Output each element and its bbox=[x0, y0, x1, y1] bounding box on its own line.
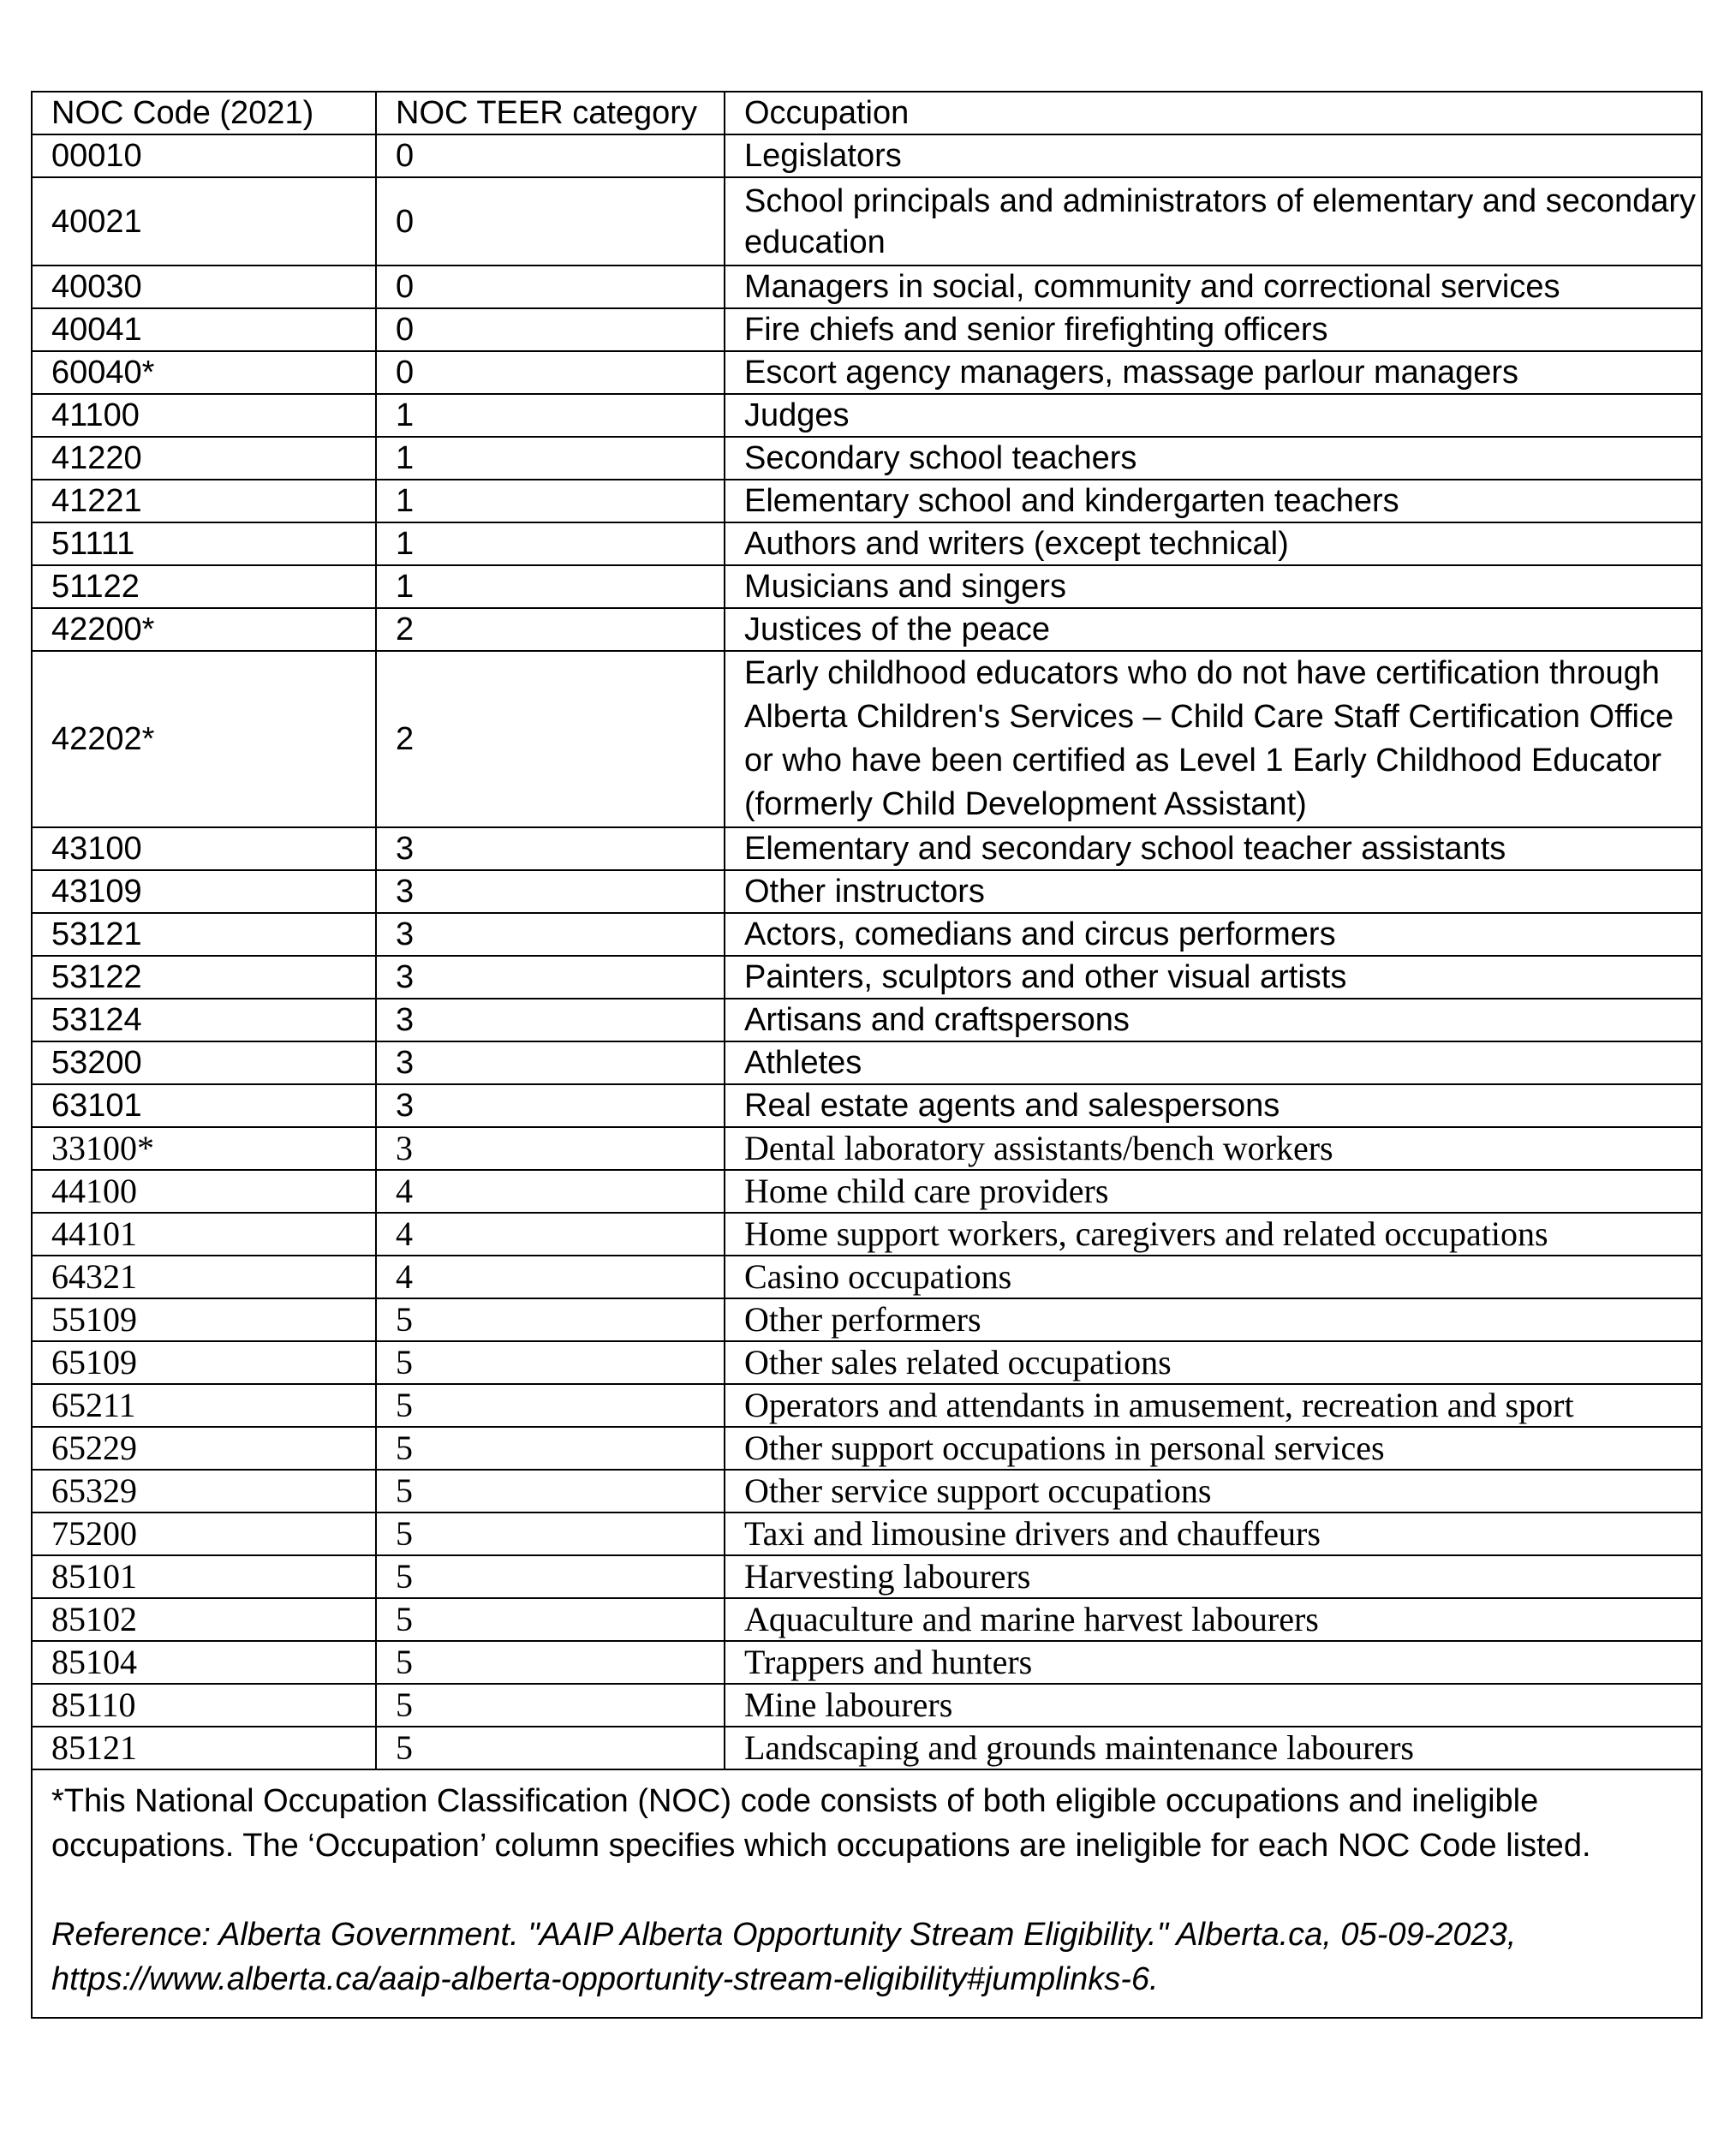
occupation-cell: Artisans and craftspersons bbox=[725, 999, 1702, 1041]
teer-category-cell: 0 bbox=[376, 266, 725, 308]
occupation-cell: Landscaping and grounds maintenance labourers bbox=[725, 1727, 1702, 1769]
occupation-cell: Dental laboratory assistants/bench workers bbox=[725, 1127, 1702, 1170]
noc-code-cell: 85121 bbox=[32, 1727, 376, 1769]
noc-code-cell: 53200 bbox=[32, 1041, 376, 1084]
table-row bbox=[32, 1127, 1702, 1170]
table-row bbox=[32, 522, 1702, 565]
teer-category-cell: 4 bbox=[376, 1256, 725, 1298]
table-row bbox=[32, 913, 1702, 956]
teer-category-cell: 0 bbox=[376, 351, 725, 394]
table-row bbox=[32, 1298, 1702, 1341]
occupation-cell: Judges bbox=[725, 394, 1702, 437]
noc-code-cell: 44101 bbox=[32, 1213, 376, 1256]
table-row bbox=[32, 651, 1702, 827]
occupation-cell: Operators and attendants in amusement, recreation and sport bbox=[725, 1384, 1702, 1427]
table-row bbox=[32, 1470, 1702, 1513]
table-row bbox=[32, 351, 1702, 394]
teer-category-cell: 1 bbox=[376, 522, 725, 565]
noc-code-cell: 51122 bbox=[32, 565, 376, 608]
table-row bbox=[32, 480, 1702, 522]
occupation-cell: Elementary school and kindergarten teachers bbox=[725, 480, 1702, 522]
table-row bbox=[32, 870, 1702, 913]
teer-category-cell: 3 bbox=[376, 1127, 725, 1170]
teer-category-cell: 0 bbox=[376, 308, 725, 351]
table-row bbox=[32, 1598, 1702, 1641]
occupation-cell: Harvesting labourers bbox=[725, 1555, 1702, 1598]
teer-category-cell: 1 bbox=[376, 480, 725, 522]
noc-code-cell: 65329 bbox=[32, 1470, 376, 1513]
occupation-cell: Other service support occupations bbox=[725, 1470, 1702, 1513]
noc-code-cell: 44100 bbox=[32, 1170, 376, 1213]
teer-category-cell: 5 bbox=[376, 1684, 725, 1727]
noc-code-cell: 85101 bbox=[32, 1555, 376, 1598]
table-row bbox=[32, 1513, 1702, 1555]
occupation-cell: Managers in social, community and correctional services bbox=[725, 266, 1702, 308]
noc-code-cell: 60040* bbox=[32, 351, 376, 394]
teer-category-cell: 3 bbox=[376, 913, 725, 956]
noc-code-cell: 40030 bbox=[32, 266, 376, 308]
occupation-cell: Justices of the peace bbox=[725, 608, 1702, 651]
teer-category-cell: 1 bbox=[376, 394, 725, 437]
occupation-cell: Taxi and limousine drivers and chauffeurs bbox=[725, 1513, 1702, 1555]
noc-code-cell: 41221 bbox=[32, 480, 376, 522]
teer-category-cell: 3 bbox=[376, 1041, 725, 1084]
teer-category-cell: 5 bbox=[376, 1598, 725, 1641]
occupation-cell: Authors and writers (except technical) bbox=[725, 522, 1702, 565]
noc-code-cell: 53122 bbox=[32, 956, 376, 999]
noc-code-cell: 85110 bbox=[32, 1684, 376, 1727]
table-row bbox=[32, 1084, 1702, 1127]
noc-code-cell: 85104 bbox=[32, 1641, 376, 1684]
teer-category-cell: 3 bbox=[376, 956, 725, 999]
table-row bbox=[32, 1555, 1702, 1598]
table-row bbox=[32, 1041, 1702, 1084]
noc-code-cell: 64321 bbox=[32, 1256, 376, 1298]
occupation-cell: Other performers bbox=[725, 1298, 1702, 1341]
noc-code-cell: 41220 bbox=[32, 437, 376, 480]
occupation-cell: Musicians and singers bbox=[725, 565, 1702, 608]
noc-code-cell: 65211 bbox=[32, 1384, 376, 1427]
teer-category-cell: 5 bbox=[376, 1727, 725, 1769]
table-row bbox=[32, 827, 1702, 870]
table-row bbox=[32, 177, 1702, 266]
occupation-cell: Other sales related occupations bbox=[725, 1341, 1702, 1384]
table-row bbox=[32, 1213, 1702, 1256]
occupation-cell: Elementary and secondary school teacher assistants bbox=[725, 827, 1702, 870]
header-occupation: Occupation bbox=[725, 92, 1702, 134]
table-row bbox=[32, 565, 1702, 608]
noc-code-cell: 55109 bbox=[32, 1298, 376, 1341]
occupation-cell: Early childhood educators who do not have certification through Alberta Children's Services – Child Care Staff Certification Office or who have been certified as Level 1 Early Childhood Educator (formerly Child Development Assistant) bbox=[725, 651, 1702, 827]
teer-category-cell: 5 bbox=[376, 1427, 725, 1470]
table-row bbox=[32, 394, 1702, 437]
occupation-cell: Casino occupations bbox=[725, 1256, 1702, 1298]
table-row bbox=[32, 308, 1702, 351]
noc-code-cell: 53124 bbox=[32, 999, 376, 1041]
noc-code-cell: 85102 bbox=[32, 1598, 376, 1641]
teer-category-cell: 5 bbox=[376, 1555, 725, 1598]
occupation-cell: Fire chiefs and senior firefighting officers bbox=[725, 308, 1702, 351]
noc-code-cell: 40041 bbox=[32, 308, 376, 351]
teer-category-cell: 5 bbox=[376, 1470, 725, 1513]
teer-category-cell: 0 bbox=[376, 177, 725, 266]
occupation-cell: Home child care providers bbox=[725, 1170, 1702, 1213]
noc-code-cell: 00010 bbox=[32, 134, 376, 177]
table-row bbox=[32, 1170, 1702, 1213]
occupation-cell: Trappers and hunters bbox=[725, 1641, 1702, 1684]
teer-category-cell: 5 bbox=[376, 1341, 725, 1384]
header-noc-code: NOC Code (2021) bbox=[32, 92, 376, 134]
header-teer-category: NOC TEER category bbox=[376, 92, 725, 134]
noc-code-cell: 33100* bbox=[32, 1127, 376, 1170]
occupation-cell: School principals and administrators of elementary and secondary education bbox=[725, 177, 1702, 266]
document-page bbox=[31, 91, 1703, 2019]
table-row bbox=[32, 1727, 1702, 1769]
occupation-cell: Painters, sculptors and other visual artists bbox=[725, 956, 1702, 999]
table-row bbox=[32, 1341, 1702, 1384]
teer-category-cell: 5 bbox=[376, 1298, 725, 1341]
table-row bbox=[32, 1641, 1702, 1684]
teer-category-cell: 5 bbox=[376, 1641, 725, 1684]
teer-category-cell: 5 bbox=[376, 1513, 725, 1555]
teer-category-cell: 1 bbox=[376, 437, 725, 480]
table-body bbox=[32, 92, 1702, 1769]
table-row bbox=[32, 266, 1702, 308]
teer-category-cell: 3 bbox=[376, 870, 725, 913]
reference-text: Reference: Alberta Government. "AAIP Alberta Opportunity Stream Eligibility." Alberta.ca, 05-09-2023, https://www.alberta.ca/aaip-alberta-opportunity-stream-eligibility#jumplinks-6. bbox=[51, 1917, 1517, 1997]
table-header-row bbox=[32, 92, 1702, 134]
teer-category-cell: 4 bbox=[376, 1213, 725, 1256]
occupation-cell: Athletes bbox=[725, 1041, 1702, 1084]
occupation-cell: Real estate agents and salespersons bbox=[725, 1084, 1702, 1127]
occupation-cell: Home support workers, caregivers and related occupations bbox=[725, 1213, 1702, 1256]
teer-category-cell: 3 bbox=[376, 827, 725, 870]
noc-code-cell: 65229 bbox=[32, 1427, 376, 1470]
noc-code-cell: 40021 bbox=[32, 177, 376, 266]
footnote-spacer bbox=[51, 1868, 1682, 1912]
noc-code-cell: 42200* bbox=[32, 608, 376, 651]
table-row bbox=[32, 999, 1702, 1041]
noc-occupation-table bbox=[31, 91, 1703, 2019]
noc-code-cell: 51111 bbox=[32, 522, 376, 565]
table-row bbox=[32, 1384, 1702, 1427]
occupation-cell: Actors, comedians and circus performers bbox=[725, 913, 1702, 956]
occupation-cell: Aquaculture and marine harvest labourers bbox=[725, 1598, 1702, 1641]
table-row bbox=[32, 1427, 1702, 1470]
occupation-cell: Legislators bbox=[725, 134, 1702, 177]
noc-code-cell: 65109 bbox=[32, 1341, 376, 1384]
noc-code-cell: 75200 bbox=[32, 1513, 376, 1555]
table-row bbox=[32, 437, 1702, 480]
noc-code-cell: 63101 bbox=[32, 1084, 376, 1127]
table-row bbox=[32, 1684, 1702, 1727]
table-row bbox=[32, 608, 1702, 651]
teer-category-cell: 3 bbox=[376, 999, 725, 1041]
teer-category-cell: 4 bbox=[376, 1170, 725, 1213]
noc-code-cell: 42202* bbox=[32, 651, 376, 827]
teer-category-cell: 2 bbox=[376, 608, 725, 651]
noc-code-cell: 53121 bbox=[32, 913, 376, 956]
noc-code-cell: 43109 bbox=[32, 870, 376, 913]
teer-category-cell: 5 bbox=[376, 1384, 725, 1427]
table-row bbox=[32, 134, 1702, 177]
noc-code-cell: 41100 bbox=[32, 394, 376, 437]
occupation-cell: Secondary school teachers bbox=[725, 437, 1702, 480]
occupation-cell: Other instructors bbox=[725, 870, 1702, 913]
table-footer-row bbox=[32, 1769, 1702, 2018]
occupation-cell: Mine labourers bbox=[725, 1684, 1702, 1727]
teer-category-cell: 2 bbox=[376, 651, 725, 827]
footnote-text: *This National Occupation Classification (NOC) code consists of both eligible occupations and ineligible occupations. The ‘Occupation’ column specifies which occupations are ineligible for each NOC Code listed. bbox=[51, 1783, 1591, 1864]
occupation-cell: Other support occupations in personal services bbox=[725, 1427, 1702, 1470]
teer-category-cell: 1 bbox=[376, 565, 725, 608]
occupation-cell: Escort agency managers, massage parlour managers bbox=[725, 351, 1702, 394]
table-footer-cell bbox=[32, 1769, 1702, 2018]
table-row bbox=[32, 1256, 1702, 1298]
teer-category-cell: 0 bbox=[376, 134, 725, 177]
noc-code-cell: 43100 bbox=[32, 827, 376, 870]
table-row bbox=[32, 956, 1702, 999]
teer-category-cell: 3 bbox=[376, 1084, 725, 1127]
